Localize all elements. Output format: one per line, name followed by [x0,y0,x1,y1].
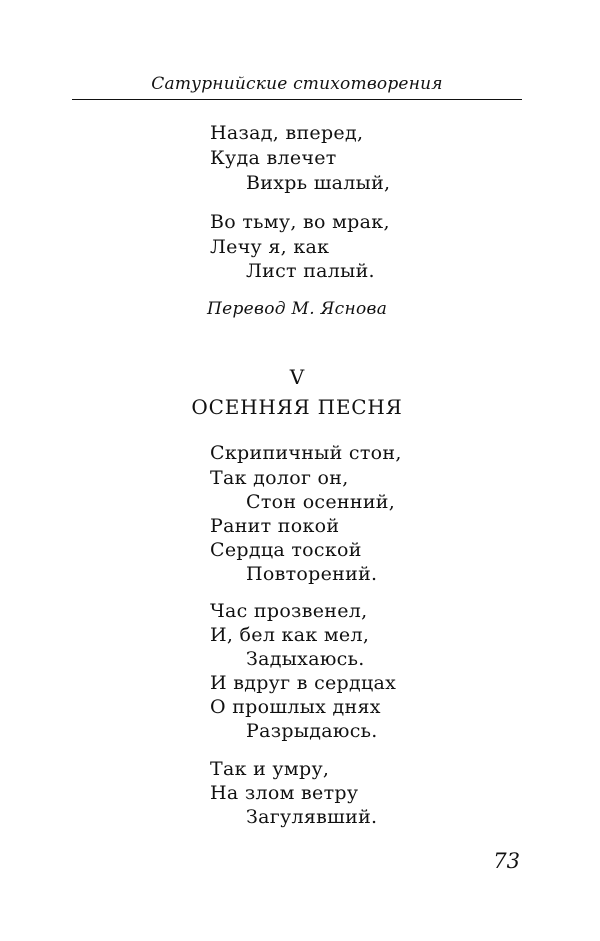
poem-line: Загулявший. [246,806,378,828]
poem-line: Во тьму, во мрак, [210,211,390,233]
poem-line: Лист палый. [246,260,375,282]
poem-line: Вихрь шалый, [246,172,391,194]
poem-line: Куда влечет [210,147,337,169]
poem-line: Так и умру, [210,758,330,780]
poem-line: Разрыдаюсь. [246,720,378,742]
poem-line: О прошлых днях [210,696,381,718]
poem-line: Лечу я, как [210,236,330,258]
poem-line: Скрипичный стон, [210,442,402,464]
poem-line: Ранит покой [210,515,340,537]
poem-line: Задыхаюсь. [246,648,365,670]
running-header: Сатурнийские стихотворения [151,74,443,94]
page-number: 73 [493,849,520,873]
section-title: ОСЕННЯЯ ПЕСНЯ [191,395,403,419]
poem-line: Так долог он, [210,467,349,489]
poem-line: И, бел как мел, [210,624,370,646]
section-number: V [289,365,305,389]
translator-credit: Перевод М. Яснова [207,299,388,319]
poem-line: На злом ветру [210,782,359,804]
poem-line: Повторений. [246,563,378,585]
header-rule [72,99,522,100]
poem-line: Час прозвенел, [210,600,368,622]
poem-line: И вдруг в сердцах [210,672,397,694]
poem-line: Назад, вперед, [210,122,364,144]
poem-line: Сердца тоской [210,539,362,561]
poem-line: Стон осенний, [246,491,396,513]
